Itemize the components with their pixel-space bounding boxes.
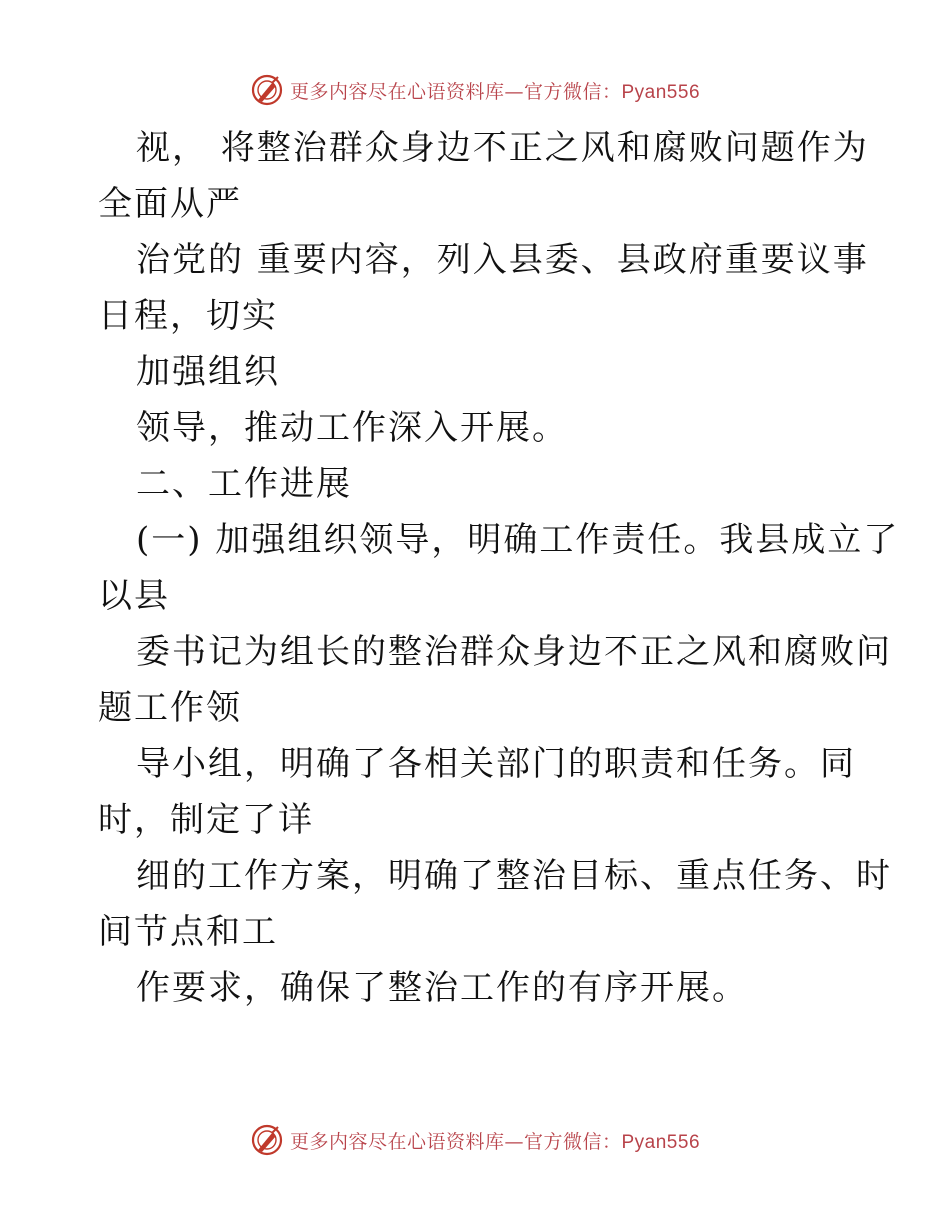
watermark-text: 更多内容尽在心语资料库—官方微信： — [289, 1130, 622, 1153]
footer-watermark — [0, 1120, 950, 1160]
text-line: 全面从严 — [98, 184, 242, 224]
pen-logo-icon — [250, 73, 284, 107]
text-line: (一) 加强组织领导，明确工作责任。我县成立了 — [136, 520, 900, 560]
watermark-id: Pyan556 — [621, 81, 701, 103]
text-line: 视， 将整治群众身边不正之风和腐败问题作为 — [136, 128, 869, 168]
text-line: 日程，切实 — [98, 296, 278, 336]
text-line: 细的工作方案，明确了整治目标、重点任务、时 — [136, 856, 892, 896]
text-line: 领导，推动工作深入开展。 — [136, 408, 568, 448]
text-line: 治党的 重要内容，列入县委、县政府重要议事 — [136, 240, 869, 280]
text-line: 导小组，明确了各相关部门的职责和任务。同 — [136, 744, 856, 784]
text-line: 题工作领 — [98, 688, 242, 728]
document-body — [98, 120, 900, 1016]
text-line: 间节点和工 — [98, 912, 278, 952]
text-line: 加强组织 — [136, 352, 280, 392]
header-watermark — [0, 70, 950, 110]
text-line: 以县 — [98, 576, 170, 616]
watermark-text: 更多内容尽在心语资料库—官方微信： — [289, 80, 622, 103]
text-line: 时，制定了详 — [98, 800, 314, 840]
text-line: 二、工作进展 — [136, 464, 352, 504]
text-line: 委书记为组长的整治群众身边不正之风和腐败问 — [136, 632, 892, 672]
text-line: 作要求，确保了整治工作的有序开展。 — [136, 968, 748, 1008]
pen-logo-icon — [250, 1123, 284, 1157]
watermark-id: Pyan556 — [621, 1131, 701, 1153]
